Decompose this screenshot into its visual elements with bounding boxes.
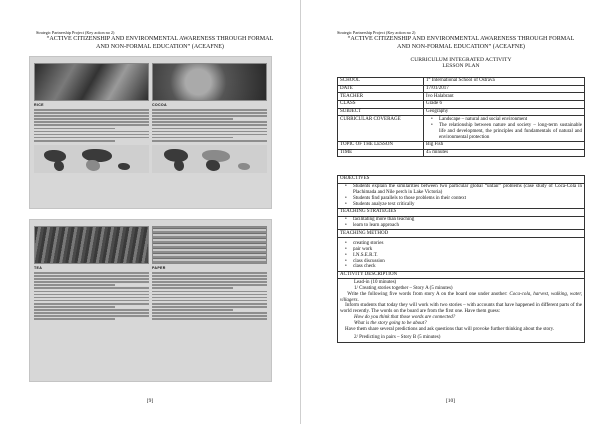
strategies-cell [338, 216, 585, 230]
world-map-image [34, 145, 149, 173]
table-row [338, 176, 585, 184]
cocoa-photo [152, 63, 267, 101]
list-item: • creating stories [340, 241, 582, 247]
worksheet-text [34, 109, 149, 142]
rice-photo [34, 63, 149, 101]
activity-paragraph: Inform students that today they will work with two stories – with accounts that have happened in different parts of the world recently. The words on the board are from the first one. Have them guess: [340, 303, 582, 315]
activity-paragraph: Have them share several predictions and ask questions that will provoke further thinking about the story. [345, 327, 555, 333]
field-value-coverage [424, 116, 585, 141]
field-label: CURRICULAR COVERAGE [338, 116, 424, 141]
header-title-line-1: “ACTIVE CITIZENSHIP AND ENVIRONMENTAL AWARENESS THROUGH FORMAL [46, 36, 274, 42]
table-row [338, 101, 585, 109]
worksheet-photo-bottom [29, 219, 272, 382]
field-value: 17/01/2017 [424, 85, 585, 93]
word-list: Coca-cola, harvest, walking, water, villagers [340, 291, 583, 303]
table-row [338, 279, 585, 342]
list-item: • Students find parallels to those problems in their context [340, 196, 582, 202]
list-item: • Students analyze text critically [340, 202, 582, 208]
worksheet-text [152, 109, 267, 142]
page-number: [10] [445, 398, 456, 404]
worksheet-column-cocoa [152, 63, 267, 173]
table-row [338, 149, 585, 157]
section-heading-method: TEACHING METHOD [338, 230, 585, 238]
lesson-info-table [337, 77, 585, 157]
table-row [338, 209, 585, 217]
worksheet-text [34, 272, 149, 320]
field-value: Ivo Halabrant [424, 93, 585, 101]
field-value: Geography [424, 108, 585, 116]
table-row [338, 230, 585, 238]
table-row [338, 93, 585, 101]
section-heading-objectives: OBJECTIVES [338, 176, 585, 184]
table-row [338, 183, 585, 208]
field-value-school: 1st International School of Ostrava [424, 78, 585, 86]
worksheet-subhead: RICE [34, 103, 44, 107]
field-label: SUBJECT [338, 108, 424, 116]
activity-paragraph: Write the following five words from story A on the board one under another: Coca-cola, harvest, walking, water, villagers. [340, 291, 583, 303]
table-row [338, 78, 585, 86]
list-item: • Landscape – natural and social environment [426, 117, 582, 123]
header-title-line-1: “ACTIVE CITIZENSHIP AND ENVIRONMENTAL AWARENESS THROUGH FORMAL [347, 36, 575, 42]
page-number: [9] [146, 398, 154, 404]
table-row [338, 271, 585, 279]
guess-question: How do you think that those words are connected? [354, 315, 456, 321]
plan-subtitle: LESSON PLAN [442, 63, 480, 69]
list-item: • I.N.S.E.R.T. [340, 253, 582, 259]
header-title-line-2: AND NON-FORMAL EDUCATION” (ACEAFNE) [96, 44, 224, 50]
list-item: • Students explain the similarities between two particular global “unfair” problems (case study of Coca-Cola in Plachimada and Nile perch in Lake Victoria) [340, 184, 582, 196]
plan-title: CURRICULUM INTEGRATED ACTIVITY [410, 57, 512, 63]
paper-photo [152, 226, 267, 264]
methods-cell [338, 238, 585, 272]
field-value: 45 minutes [424, 149, 585, 157]
project-label: Strategic Partnership Project (Key action no 2) [337, 30, 416, 35]
list-item: • learn to learn approach [340, 223, 582, 229]
field-value: Grade 6 [424, 101, 585, 109]
activity-cell [338, 279, 585, 342]
worksheet-subhead: PAPER [152, 266, 166, 270]
list-item: • The relationship between nature and society – long-term sustainable life and development, the principles and fundamentals of natural and environmental protection [426, 123, 582, 141]
worksheet-photo-top [29, 56, 272, 209]
table-row [338, 85, 585, 93]
field-label: DATE [338, 85, 424, 93]
project-label: Strategic Partnership Project (Key action no 2) [36, 30, 115, 35]
worksheet-text [152, 272, 267, 320]
worksheet-column-paper [152, 226, 267, 322]
page-header [337, 30, 585, 51]
world-map-image [152, 145, 267, 173]
section-heading-activity: ACTIVITY DESCRIPTION [338, 271, 585, 279]
field-value: Big Fish [424, 141, 585, 149]
table-row [338, 238, 585, 272]
objectives-cell [338, 183, 585, 208]
field-label: TEACHER [338, 93, 424, 101]
worksheet-subhead: COCOA [152, 103, 167, 107]
lead-in-heading: Lead-in (10 minutes) [354, 279, 397, 285]
field-label: TIME [338, 149, 424, 157]
worksheet-column-tea [34, 226, 149, 322]
step-heading: 2/ Predicting in pairs – Story B (5 minutes) [354, 335, 441, 341]
list-item: • class check [340, 264, 582, 270]
worksheet-column-rice [34, 63, 149, 173]
table-row [338, 108, 585, 116]
lesson-details-table [337, 175, 585, 343]
worksheet-subhead: TEA [34, 266, 43, 270]
field-label: SCHOOL [338, 78, 424, 86]
tea-photo [34, 226, 149, 264]
table-row [338, 216, 585, 230]
table-row [338, 141, 585, 149]
table-row [338, 116, 585, 141]
list-item: • pair work [340, 247, 582, 253]
step-heading: 1/ Creating stories together – Story A (5 minutes) [354, 285, 453, 291]
list-item: • facilitating more than teaching [340, 217, 582, 223]
field-label: CLASS [338, 101, 424, 109]
list-item: • class discussion [340, 259, 582, 265]
section-heading-strategies: TEACHING STRATEGIES [338, 209, 585, 217]
page-header [36, 30, 284, 51]
guess-question: What is the story going to be about? [354, 321, 427, 327]
field-label: TOPIC OF THE LESSON [338, 141, 424, 149]
right-page [300, 0, 600, 424]
header-title-line-2: AND NON-FORMAL EDUCATION” (ACEAFNE) [397, 44, 525, 50]
